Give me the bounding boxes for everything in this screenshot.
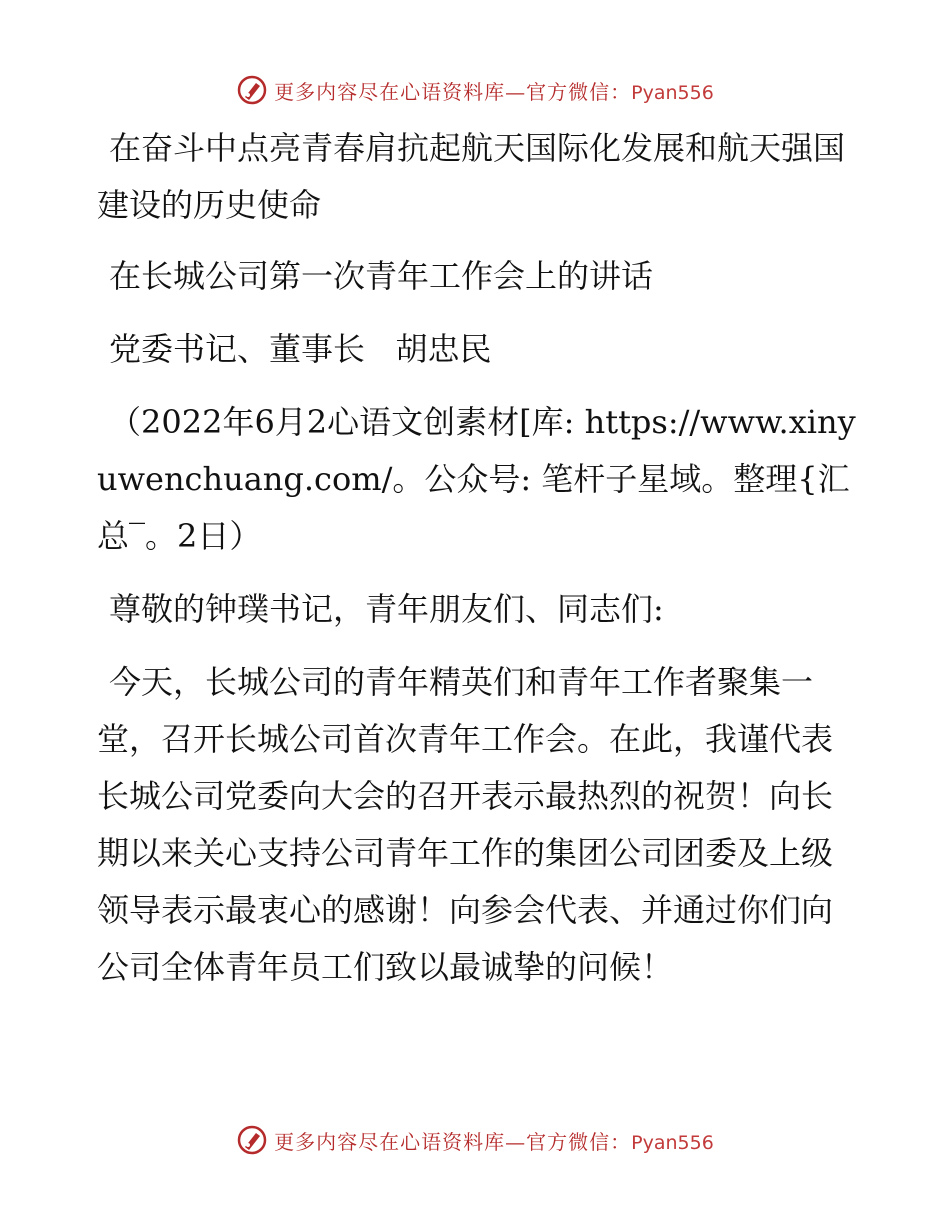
pen-nib-logo-icon (236, 1124, 268, 1156)
footer-banner (0, 1120, 950, 1160)
document-body (97, 120, 857, 1012)
document-subtitle: 在长城公司第一次青年工作会上的讲话 (109, 257, 654, 295)
body-paragraph: 今天，长城公司的青年精英们和青年工作者聚集一堂，召开长城公司首次青年工作会。在此，我谨代表长城公司党委向大会的召开表示最热烈的祝贺！向长期以来关心支持公司青年工作的集团公司团委及上级领导表示最衷心的感谢！向参会代表、并通过你们向公司全体青年员工们致以最诚挚的问候！ (97, 663, 834, 986)
banner-text (274, 76, 714, 105)
date-note: （2022年6月2心语文创素材[库: https://www.xinyuwenchuang.com/。公众号: 笔杆子星域。整理{汇总‾。2日） (97, 403, 856, 555)
pen-nib-logo-icon (236, 74, 268, 106)
banner-text (274, 1126, 714, 1155)
greeting: 尊敬的钟璞书记，青年朋友们、同志们: (109, 590, 664, 628)
header-banner (0, 70, 950, 110)
banner-label: 更多内容尽在心语资料库—官方微信： (274, 79, 632, 104)
speaker-line: 党委书记、董事长 胡忠民 (109, 330, 492, 368)
banner-label: 更多内容尽在心语资料库—官方微信： (274, 1129, 632, 1154)
banner-wechat-id: Pyan556 (631, 81, 714, 104)
banner-wechat-id: Pyan556 (631, 1131, 714, 1154)
document-title: 在奋斗中点亮青春肩抗起航天国际化发展和航天强国建设的历史使命 (97, 129, 846, 224)
